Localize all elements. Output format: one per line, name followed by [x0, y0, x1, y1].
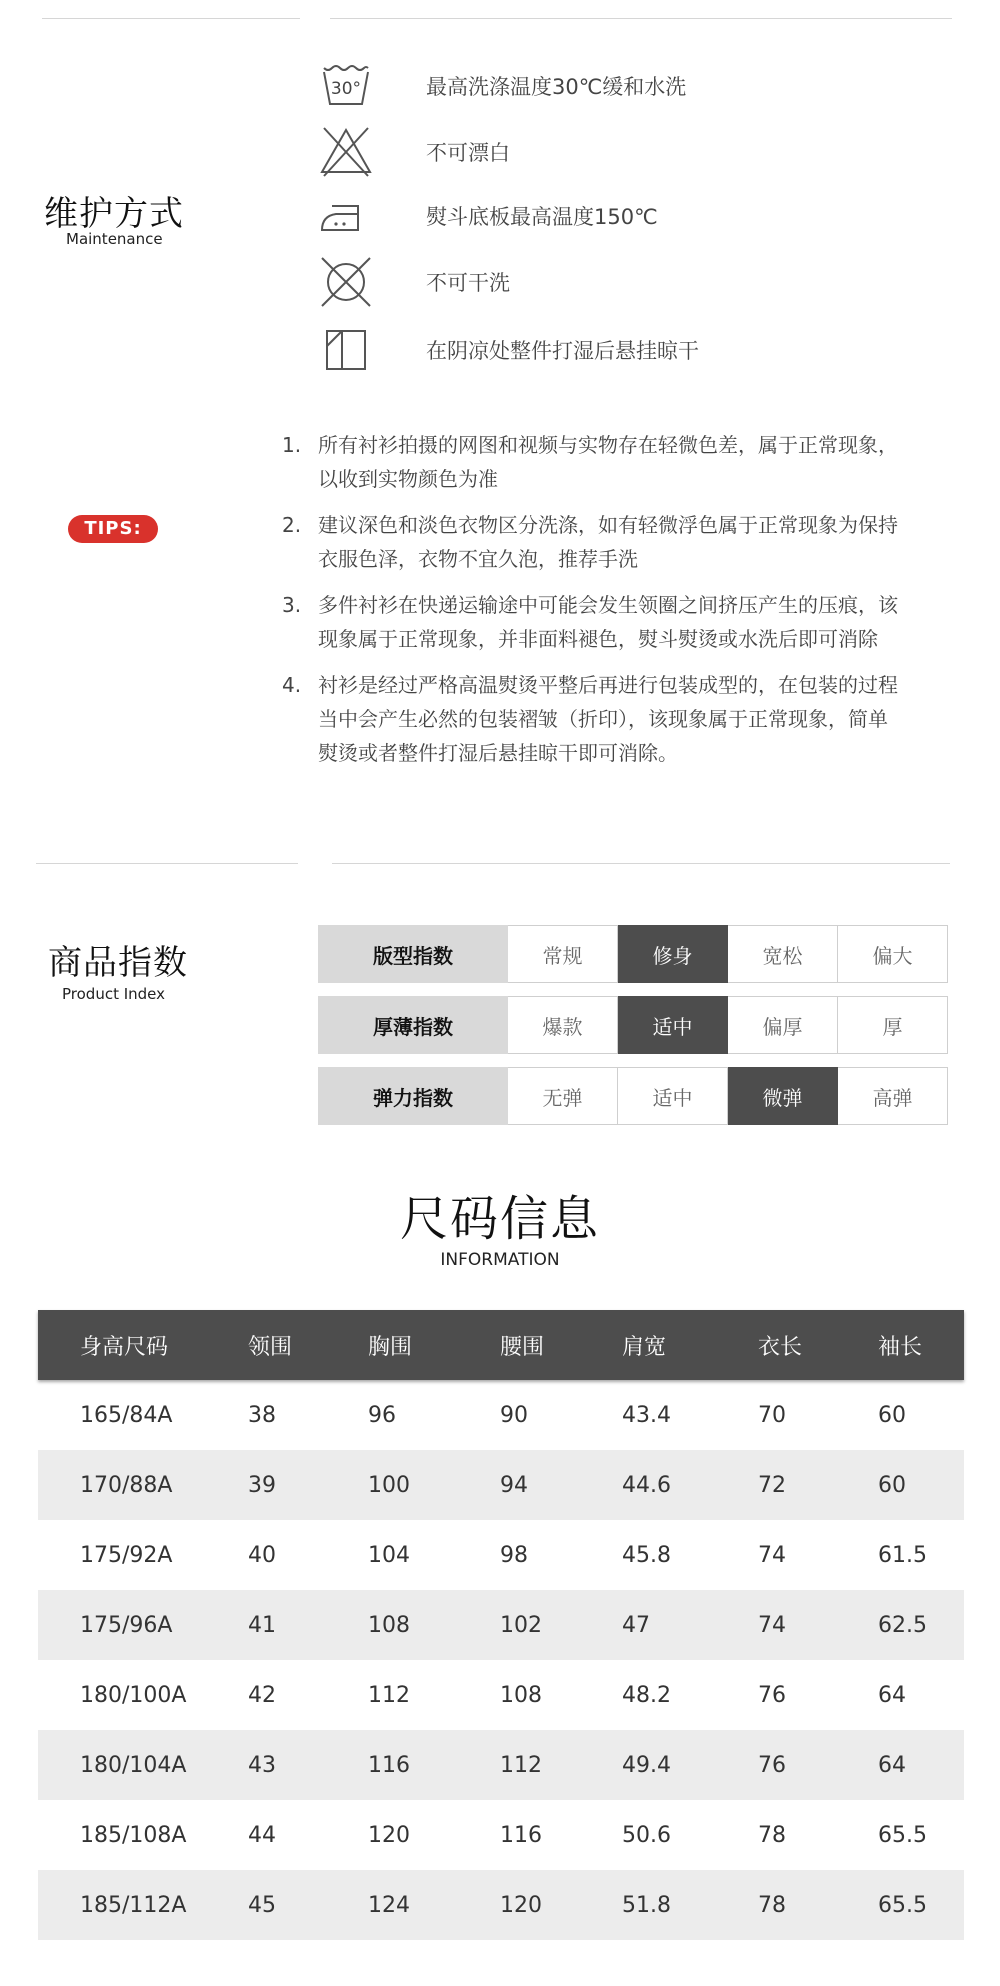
- table-cell: 104: [368, 1542, 410, 1568]
- index-option: 适中: [618, 1067, 728, 1125]
- index-label: 版型指数: [318, 925, 508, 983]
- table-cell: 78: [758, 1822, 786, 1848]
- table-cell: 72: [758, 1472, 786, 1498]
- table-cell: 43.4: [622, 1402, 671, 1428]
- table-row: [38, 1870, 964, 1940]
- product-index-subtitle: Product Index: [62, 985, 166, 1003]
- table-cell: 60: [878, 1472, 906, 1498]
- table-cell: 38: [248, 1402, 276, 1428]
- tips-badge: TIPS:: [68, 515, 158, 543]
- table-row: [38, 1380, 964, 1450]
- table-cell: 61.5: [878, 1542, 927, 1568]
- care-item-iron: [318, 188, 958, 244]
- table-cell: 65.5: [878, 1822, 927, 1848]
- table-cell: 170/88A: [80, 1472, 173, 1498]
- table-cell: 42: [248, 1682, 276, 1708]
- index-option: 宽松: [728, 925, 838, 983]
- table-cell: 100: [368, 1472, 410, 1498]
- table-cell: 41: [248, 1612, 276, 1638]
- tip-number: 2.: [282, 513, 302, 537]
- size-table: [38, 1310, 964, 1940]
- tips-list: [282, 428, 902, 782]
- index-option-selected: 微弹: [728, 1067, 838, 1125]
- table-row: [38, 1800, 964, 1870]
- maintenance-title: 维护方式: [44, 194, 184, 234]
- table-cell: 62.5: [878, 1612, 927, 1638]
- tip-number: 1.: [282, 433, 302, 457]
- table-cell: 185/112A: [80, 1892, 187, 1918]
- care-text-iron: 熨斗底板最高温度150℃: [426, 205, 658, 229]
- table-cell: 120: [500, 1892, 542, 1918]
- table-cell: 180/100A: [80, 1682, 187, 1708]
- care-item-wash: [318, 58, 958, 114]
- table-cell: 39: [248, 1472, 276, 1498]
- table-row: [38, 1730, 964, 1800]
- wash-30-icon: [318, 58, 374, 114]
- care-item-bleach: [318, 124, 958, 180]
- care-text-wash: 最高洗涤温度30℃缓和水洗: [426, 75, 687, 99]
- table-cell: 90: [500, 1402, 528, 1428]
- table-cell: 96: [368, 1402, 396, 1428]
- index-label: 弹力指数: [318, 1067, 508, 1125]
- table-cell: 185/108A: [80, 1822, 187, 1848]
- header-cell: 胸围: [368, 1334, 413, 1360]
- table-cell: 74: [758, 1542, 786, 1568]
- table-cell: 108: [368, 1612, 410, 1638]
- header-cell: 肩宽: [622, 1334, 667, 1360]
- table-cell: 112: [500, 1752, 542, 1778]
- table-cell: 94: [500, 1472, 528, 1498]
- product-index-title: 商品指数: [48, 943, 188, 983]
- tip-text: 建议深色和淡色衣物区分洗涤，如有轻微浮色属于正常现象为保持衣服色泽，衣物不宜久泡，推荐手洗: [318, 513, 898, 571]
- tip-item: [282, 588, 902, 656]
- table-cell: 76: [758, 1682, 786, 1708]
- table-cell: 43: [248, 1752, 276, 1778]
- table-cell: 74: [758, 1612, 786, 1638]
- index-option: 爆款: [508, 996, 618, 1054]
- top-divider-right: [330, 18, 952, 19]
- size-table-header: [38, 1310, 964, 1380]
- header-cell: 领围: [248, 1334, 293, 1360]
- index-row-elasticity: [318, 1067, 948, 1125]
- care-text-bleach: 不可漂白: [426, 141, 510, 165]
- table-cell: 112: [368, 1682, 410, 1708]
- table-cell: 44.6: [622, 1472, 671, 1498]
- table-cell: 50.6: [622, 1822, 671, 1848]
- product-index-table: [318, 925, 948, 1138]
- table-cell: 44: [248, 1822, 276, 1848]
- table-cell: 65.5: [878, 1892, 927, 1918]
- table-cell: 116: [500, 1822, 542, 1848]
- table-cell: 51.8: [622, 1892, 671, 1918]
- care-text-dry: 在阴凉处整件打湿后悬挂晾干: [426, 339, 699, 363]
- table-cell: 98: [500, 1542, 528, 1568]
- header-cell: 衣长: [758, 1334, 803, 1360]
- table-cell: 45: [248, 1892, 276, 1918]
- tip-text: 所有衬衫拍摄的网图和视频与实物存在轻微色差，属于正常现象，以收到实物颜色为准: [318, 433, 898, 491]
- table-cell: 47: [622, 1612, 650, 1638]
- index-option-selected: 适中: [618, 996, 728, 1054]
- care-item-dry: [318, 322, 958, 378]
- mid-divider-left: [36, 863, 298, 864]
- wash-temp-label: 30°: [330, 79, 362, 99]
- no-dry-clean-icon: [318, 254, 374, 310]
- index-option: 无弹: [508, 1067, 618, 1125]
- shade-dry-icon: [318, 322, 374, 378]
- table-cell: 76: [758, 1752, 786, 1778]
- index-option: 偏大: [838, 925, 948, 983]
- tip-number: 4.: [282, 673, 302, 697]
- tip-item: [282, 668, 902, 770]
- table-cell: 60: [878, 1402, 906, 1428]
- tip-number: 3.: [282, 593, 302, 617]
- table-cell: 120: [368, 1822, 410, 1848]
- table-row: [38, 1450, 964, 1520]
- care-item-dryclean: [318, 254, 958, 310]
- index-row-fit: [318, 925, 948, 983]
- care-text-dryclean: 不可干洗: [426, 271, 510, 295]
- table-cell: 180/104A: [80, 1752, 187, 1778]
- header-cell: 袖长: [878, 1334, 923, 1360]
- table-row: [38, 1590, 964, 1660]
- table-cell: 108: [500, 1682, 542, 1708]
- table-row: [38, 1520, 964, 1590]
- tip-text: 衬衫是经过严格高温熨烫平整后再进行包装成型的，在包装的过程当中会产生必然的包装褶皱（折印），该现象属于正常现象，简单熨烫或者整件打湿后悬挂晾干即可消除。: [318, 673, 898, 765]
- table-cell: 64: [878, 1682, 906, 1708]
- table-row: [38, 1660, 964, 1730]
- table-cell: 48.2: [622, 1682, 671, 1708]
- top-divider-left: [42, 18, 300, 19]
- index-option: 偏厚: [728, 996, 838, 1054]
- table-cell: 175/96A: [80, 1612, 173, 1638]
- table-cell: 124: [368, 1892, 410, 1918]
- tip-item: [282, 508, 902, 576]
- header-cell: 身高尺码: [80, 1334, 169, 1360]
- size-info-subtitle: INFORMATION: [440, 1250, 560, 1270]
- index-label: 厚薄指数: [318, 996, 508, 1054]
- index-option: 厚: [838, 996, 948, 1054]
- size-info-title: 尺码信息: [399, 1191, 600, 1247]
- header-cell: 腰围: [500, 1334, 545, 1360]
- table-cell: 40: [248, 1542, 276, 1568]
- index-option: 高弹: [838, 1067, 948, 1125]
- mid-divider-right: [332, 863, 950, 864]
- table-cell: 49.4: [622, 1752, 671, 1778]
- table-cell: 116: [368, 1752, 410, 1778]
- tip-text: 多件衬衫在快递运输途中可能会发生领圈之间挤压产生的压痕，该现象属于正常现象，并非面料褪色，熨斗熨烫或水洗后即可消除: [318, 593, 898, 651]
- index-option: 常规: [508, 925, 618, 983]
- iron-150-icon: [318, 188, 374, 244]
- table-cell: 70: [758, 1402, 786, 1428]
- table-cell: 45.8: [622, 1542, 671, 1568]
- index-row-thickness: [318, 996, 948, 1054]
- table-cell: 64: [878, 1752, 906, 1778]
- tip-item: [282, 428, 902, 496]
- table-cell: 102: [500, 1612, 542, 1638]
- table-cell: 175/92A: [80, 1542, 173, 1568]
- maintenance-subtitle: Maintenance: [66, 230, 163, 248]
- table-cell: 78: [758, 1892, 786, 1918]
- no-bleach-icon: [318, 124, 374, 180]
- table-cell: 165/84A: [80, 1402, 173, 1428]
- index-option-selected: 修身: [618, 925, 728, 983]
